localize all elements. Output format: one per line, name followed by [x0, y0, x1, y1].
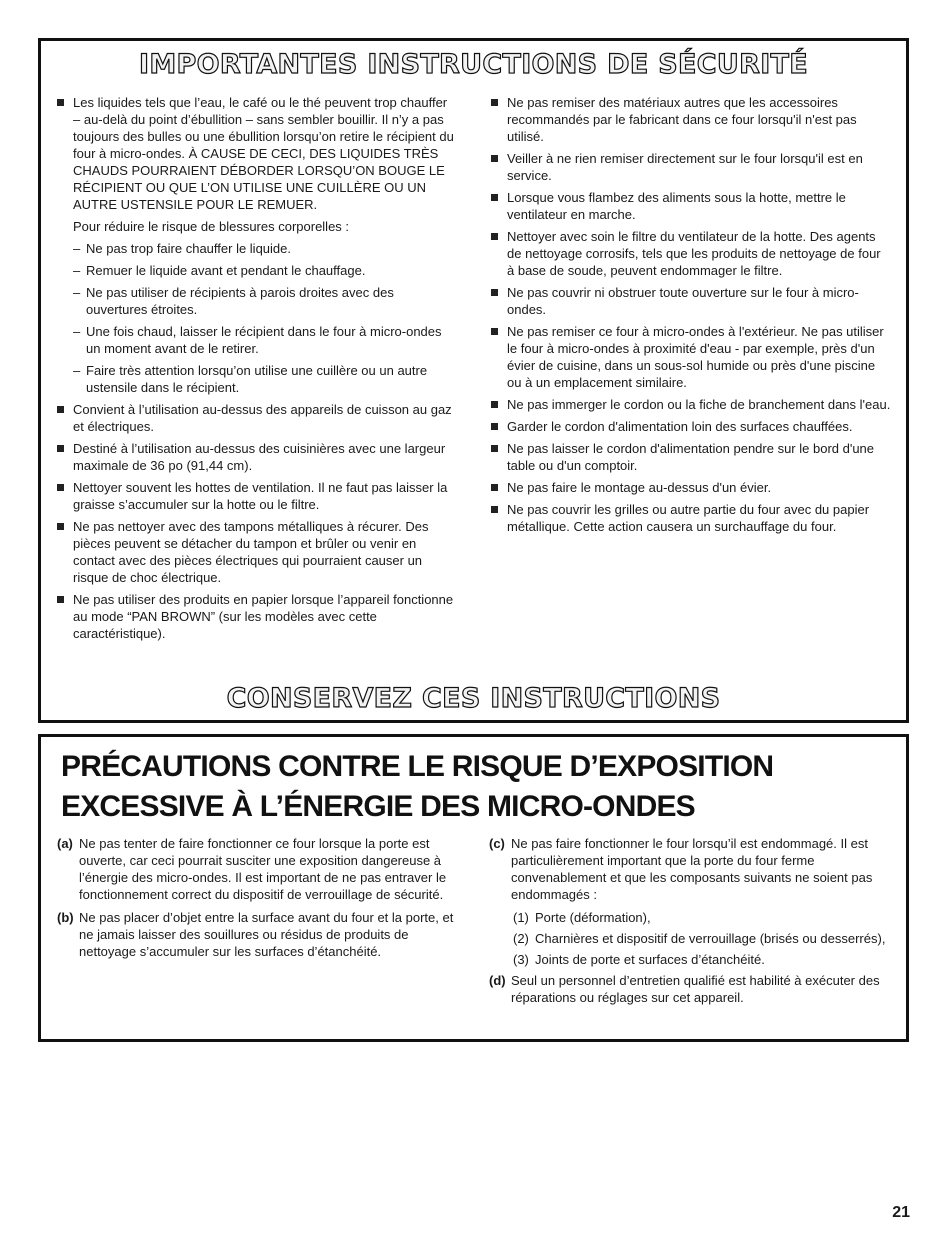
list-item	[489, 440, 891, 474]
list-item	[489, 951, 899, 968]
bullet-square-icon	[491, 155, 498, 162]
list-item	[55, 591, 455, 642]
item-text: Ne pas placer d’objet entre la surface avant du four et la porte, et ne jamais laisser des souillures ou résidus de produits de nettoyage s’accumuler sur les surfaces d’étanchéité.	[79, 910, 454, 959]
list-item	[55, 401, 455, 435]
list-item	[489, 189, 891, 223]
precaution-item-c	[489, 835, 899, 903]
item-label: (c)	[489, 836, 505, 851]
item-label: (b)	[57, 910, 74, 925]
precautions-left-column	[57, 835, 457, 966]
bullet-square-icon	[491, 194, 498, 201]
list-item	[55, 94, 455, 213]
bullet-text: Ne pas utiliser des produits en papier lorsque l’appareil fonctionne au mode “PAN BROWN” (sur les modèles avec cette caractéristique).	[73, 592, 454, 641]
list-item	[489, 501, 891, 535]
bullet-square-icon	[57, 445, 64, 452]
bullet-text: Ne pas faire le montage au-dessus d'un évier.	[507, 480, 772, 495]
reduce-risk-intro: Pour réduire le risque de blessures corporelles :	[73, 219, 350, 234]
bullet-text: Ne pas remiser ce four à micro-ondes à l'extérieur. Ne pas utiliser le four à micro-ondes à proximité d'eau - par exemple, près d'un évier de cuisine, dans un sous-sol humide ou près d'une piscine ou à un emplacement similaire.	[507, 324, 884, 390]
precautions-title	[61, 747, 891, 827]
bullet-square-icon	[491, 328, 498, 335]
safety-right-column	[489, 94, 891, 540]
bullet-text: Lorsque vous flambez des aliments sous la hotte, mettre le ventilateur en marche.	[507, 190, 846, 222]
list-item	[489, 228, 891, 279]
bullet-text: Ne pas couvrir ni obstruer toute ouverture sur le four à micro-ondes.	[507, 285, 859, 317]
item-label: (d)	[489, 973, 506, 988]
conserve-instructions-footer: CONSERVEZ CES INSTRUCTIONS	[226, 683, 721, 714]
list-item: – Faire très attention lorsqu’on utilise une cuillère ou un autre ustensile dans le récipient.	[73, 363, 428, 395]
item-text: Joints de porte et surfaces d’étanchéité.	[535, 952, 765, 967]
item-text: Ne pas faire fonctionner le four lorsqu’il est endommagé. Il est particulièrement important que la porte du four ferme convenablement et que les composants suivants ne soient pas endommagés :	[511, 836, 873, 902]
bullet-square-icon	[57, 596, 64, 603]
item-text: Ne pas tenter de faire fonctionner ce four lorsque la porte est ouverte, car ceci pourrait susciter une exposition dangereuse à l’énergie des micro-ondes. Il est important de ne pas entraver le fonctionnement correct du dispositif de verrouillage de sécurité.	[79, 836, 447, 902]
bullet-text: Ne pas laisser le cordon d'alimentation pendre sur le bord d'une table ou d'un comptoir.	[507, 441, 875, 473]
list-item	[489, 150, 891, 184]
list-item	[489, 909, 899, 926]
list-item	[489, 479, 891, 496]
bullet-square-icon	[57, 406, 64, 413]
precautions-right-column	[489, 835, 899, 1012]
list-item	[55, 518, 455, 586]
precaution-item-a	[57, 835, 457, 903]
item-label: (a)	[57, 836, 73, 851]
bullet-text: Les liquides tels que l’eau, le café ou le thé peuvent trop chauffer – au-delà du point d’ébullition – sans sembler bouillir. Il n’y a pas toujours des bulles ou une ébullition lorsqu’on retire le récipient du four à micro-ondes. À CAUSE DE CECI, DES LIQUIDES TRÈS CHAUDS POURRAIENT DÉBORDER LORSQU’ON BOUGE LE RÉCIPIENT OU QUE L’ON UTILISE UNE CUILLÈRE OU UN AUTRE USTENSILE POUR LE REMUER.	[73, 95, 454, 212]
safety-left-column	[55, 94, 455, 647]
list-item	[55, 440, 455, 474]
dash-text: Ne pas trop faire chauffer le liquide.	[86, 241, 291, 256]
precaution-item-d	[489, 972, 899, 1006]
item-text: Porte (déformation),	[535, 910, 651, 925]
bullet-square-icon	[491, 99, 498, 106]
bullet-text: Destiné à l’utilisation au-dessus des cuisinières avec une largeur maximale de 36 po (91,44 cm).	[73, 441, 446, 473]
bullet-square-icon	[491, 423, 498, 430]
safety-title: IMPORTANTES INSTRUCTIONS DE SÉCURITÉ	[138, 49, 809, 80]
bullet-square-icon	[491, 506, 498, 513]
list-item	[489, 396, 891, 413]
precautions-title-line2: EXCESSIVE À L’ÉNERGIE DES MICRO-ONDES	[61, 790, 695, 823]
list-item: – Remuer le liquide avant et pendant le chauffage.	[73, 263, 366, 278]
list-item	[489, 323, 891, 391]
bullet-square-icon	[57, 523, 64, 530]
bullet-text: Ne pas nettoyer avec des tampons métalliques à récurer. Des pièces peuvent se détacher du tampon et brûler ou venir en contact avec des pièces électriques qui pourraient causer un risque de choc électrique.	[73, 519, 429, 585]
bullet-text: Veiller à ne rien remiser directement sur le four lorsqu'il est en service.	[507, 151, 863, 183]
bullet-text: Ne pas immerger le cordon ou la fiche de branchement dans l'eau.	[507, 397, 891, 412]
bullet-square-icon	[491, 401, 498, 408]
bullet-text: Ne pas remiser des matériaux autres que les accessoires recommandés par le fabricant dans ce four lorsqu'il n'est pas utilisé.	[507, 95, 857, 144]
dash-text: Ne pas utiliser de récipients à parois droites avec des ouvertures étroites.	[86, 285, 394, 317]
list-item	[55, 479, 455, 513]
bullet-square-icon	[491, 445, 498, 452]
bullet-text: Convient à l’utilisation au-dessus des appareils de cuisson au gaz et électriques.	[73, 402, 452, 434]
safety-instructions-box	[38, 38, 909, 723]
list-item: – Ne pas utiliser de récipients à parois droites avec des ouvertures étroites.	[73, 285, 394, 317]
list-item	[489, 418, 891, 435]
precaution-item-b	[57, 909, 457, 960]
item-number: (3)	[513, 952, 529, 967]
bullet-text: Nettoyer souvent les hottes de ventilation. Il ne faut pas laisser la graisse s’accumuler sur la hotte ou le filtre.	[73, 480, 448, 512]
list-item	[489, 930, 899, 947]
dash-text: Remuer le liquide avant et pendant le chauffage.	[86, 263, 366, 278]
item-number: (1)	[513, 910, 529, 925]
list-item: – Ne pas trop faire chauffer le liquide.	[73, 241, 291, 256]
dash-text: Une fois chaud, laisser le récipient dans le four à micro-ondes un moment avant de le retirer.	[86, 324, 442, 356]
bullet-text: Garder le cordon d'alimentation loin des surfaces chauffées.	[507, 419, 853, 434]
bullet-square-icon	[491, 484, 498, 491]
bullet-square-icon	[491, 233, 498, 240]
item-text: Charnières et dispositif de verrouillage (brisés ou desserrés),	[535, 931, 886, 946]
list-item	[489, 94, 891, 145]
list-item	[489, 284, 891, 318]
item-text: Seul un personnel d’entretien qualifié est habilité à exécuter des réparations ou réglages sur cet appareil.	[511, 973, 880, 1005]
bullet-text: Nettoyer avec soin le filtre du ventilateur de la hotte. Des agents de nettoyage corrosifs, tels que les produits de nettoyage de four à base de soude, peuvent endommager le filtre.	[507, 229, 881, 278]
precautions-box	[38, 734, 909, 1042]
bullet-square-icon	[57, 484, 64, 491]
item-number: (2)	[513, 931, 529, 946]
dash-text: Faire très attention lorsqu’on utilise une cuillère ou un autre ustensile dans le récipient.	[86, 363, 428, 395]
page-number: 21	[892, 1204, 910, 1221]
bullet-text: Ne pas couvrir les grilles ou autre partie du four avec du papier métallique. Cette action causera un surchauffage du four.	[507, 502, 870, 534]
precautions-title-line1: PRÉCAUTIONS CONTRE LE RISQUE D’EXPOSITION	[61, 750, 774, 783]
bullet-square-icon	[57, 99, 64, 106]
bullet-square-icon	[491, 289, 498, 296]
list-item: – Une fois chaud, laisser le récipient dans le four à micro-ondes un moment avant de le retirer.	[73, 324, 442, 356]
